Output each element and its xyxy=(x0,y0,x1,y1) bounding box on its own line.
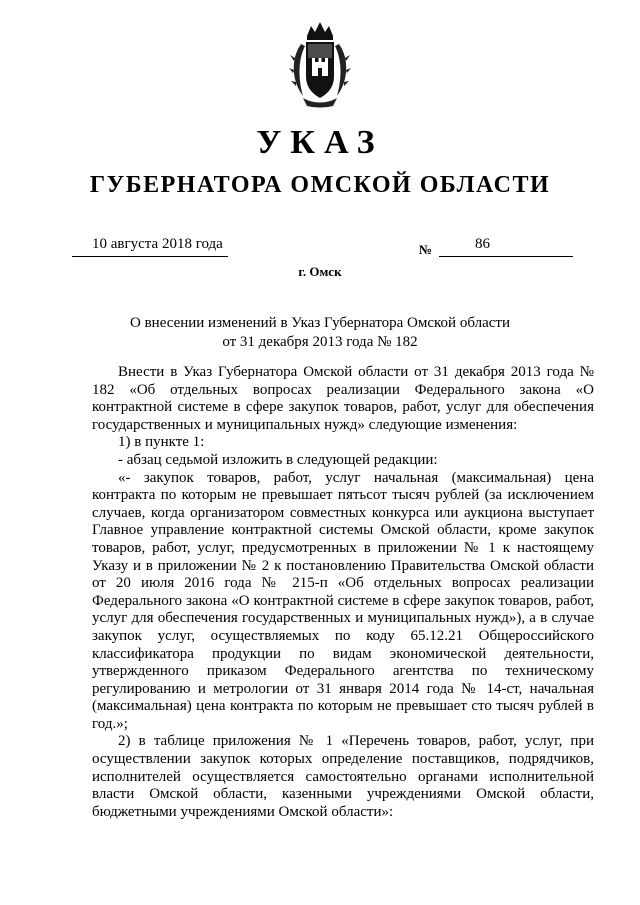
subject-line-2: от 31 декабря 2013 года № 182 xyxy=(222,334,418,350)
decree-date: 10 августа 2018 года xyxy=(92,236,223,252)
subject-line-1: О внесении изменений в Указ Губернатора Омской области xyxy=(130,315,510,331)
paragraph-item-1: 1) в пункте 1: xyxy=(118,434,205,451)
decree-subject xyxy=(0,314,640,352)
decree-number: 86 xyxy=(475,236,490,252)
paragraph-item-1-sub: - абзац седьмой изложить в следующей редакции: xyxy=(118,451,438,468)
paragraph-item-2: 2) в таблице приложения № 1 «Перечень товаров, работ, услуг, при осуществлении закупок которых определение поставщиков, подрядчиков, исполнителей осуществляется самостоятельно органами исполнительной власти Омской области, казенными учреждениями Омской области, бюджетными учреждениями Омской области»: xyxy=(92,733,594,820)
decree-body xyxy=(92,364,594,821)
omsk-coat-of-arms-icon xyxy=(287,18,353,108)
paragraph-intro: Внести в Указ Губернатора Омской области от 31 декабря 2013 года № 182 «Об отдельных вопросах реализации Федерального закона «О контрактной системе в сфере закупок товаров, работ, услуг для обеспечения государственных и муниципальных нужд» следующие изменения: xyxy=(92,364,594,433)
issuer-title: ГУБЕРНАТОРА ОМСКОЙ ОБЛАСТИ xyxy=(89,172,551,198)
paragraph-new-wording: «- закупок товаров, работ, услуг начальная (максимальная) цена контракта по которым не превышает пятьсот тысяч рублей (за исключением случаев, когда организатором совместных конкурса или аукциона выступает Главное управление контрактной системы Омской области, кроме закупок товаров, работ, услуг, предусмотренных в приложении № 1 к настоящему Указу и в приложении № 2 к постановлению Правительства Омской области от 20 июля 2016 года № 215-п «Об отдельных вопросах реализации Федерального закона «О контрактной системе в сфере закупок товаров, работ, услуг для обеспечения государственных и муниципальных нужд»), а в случае закупок услуг, осуществляемых по коду 65.12.21 Общероссийского классификатора продукции по видам экономической деятельности, утвержденного приказом Федерального агентства по техническому регулированию и метрологии от 31 января 2014 года № 14-ст, начальная (максимальная) цена контракта по которым не превышает сто тысяч рублей в год.»; xyxy=(92,469,594,732)
date-field xyxy=(72,234,228,257)
city: г. Омск xyxy=(298,264,342,279)
number-field xyxy=(439,234,573,257)
number-label: № xyxy=(419,242,433,257)
decree-title: УКАЗ xyxy=(256,124,384,161)
